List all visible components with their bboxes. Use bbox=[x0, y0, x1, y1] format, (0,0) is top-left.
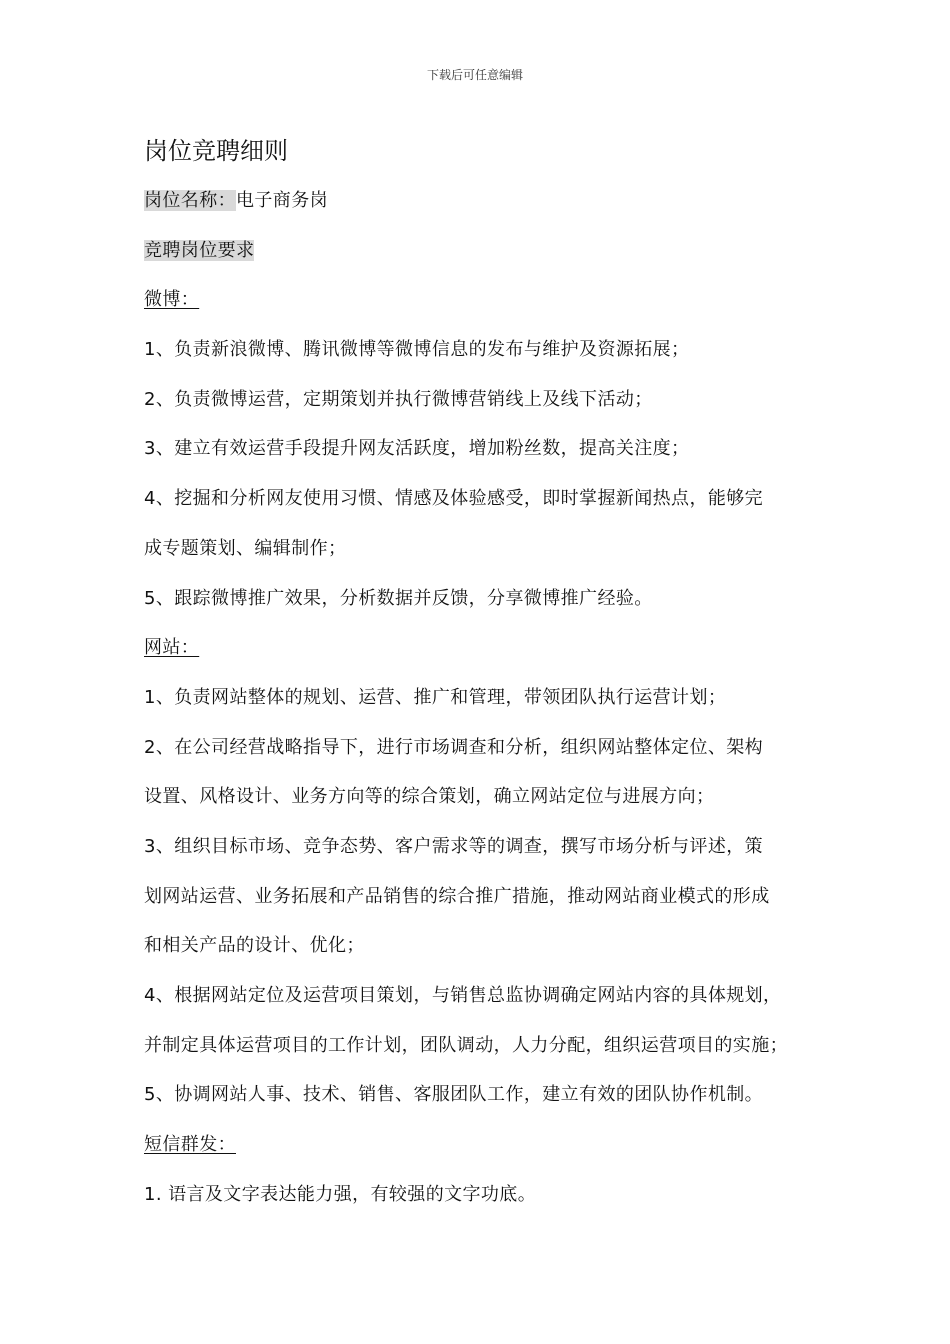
website-item: 2、在公司经营战略指导下，进行市场调查和分析，组织网站整体定位、架构 bbox=[144, 736, 764, 758]
weibo-item: 4、挖掘和分析网友使用习惯、情感及体验感受，即时掌握新闻热点，能够完 bbox=[144, 488, 764, 510]
page-header-note: 下载后可任意编辑 bbox=[426, 68, 523, 82]
website-item: 并制定具体运营项目的工作计划，团队调动，人力分配，组织运营项目的实施； bbox=[144, 1034, 788, 1056]
weibo-item: 3、建立有效运营手段提升网友活跃度，增加粉丝数，提高关注度； bbox=[144, 438, 690, 460]
weibo-heading-line bbox=[144, 275, 824, 325]
sms-item: 1. 语言及文字表达能力强，有较强的文字功底。 bbox=[144, 1183, 537, 1205]
weibo-heading: 微博： bbox=[144, 289, 200, 311]
weibo-item: 2、负责微博运营，定期策划并执行微博营销线上及线下活动； bbox=[144, 388, 653, 410]
sms-heading: 短信群发： bbox=[144, 1134, 236, 1156]
website-item: 4、根据网站定位及运营项目策划，与销售总监协调确定网站内容的具体规划， bbox=[144, 985, 782, 1006]
document-body bbox=[144, 126, 824, 1219]
weibo-item: 1、负责新浪微博、腾讯微博等微博信息的发布与维护及资源拓展； bbox=[144, 339, 690, 361]
website-heading: 网站： bbox=[144, 637, 200, 659]
website-item: 和相关产品的设计、优化； bbox=[144, 935, 365, 957]
requirements-heading: 竞聘岗位要求 bbox=[144, 239, 255, 261]
position-name-label: 岗位名称： bbox=[144, 190, 236, 211]
weibo-item: 5、跟踪微博推广效果，分析数据并反馈，分享微博推广经验。 bbox=[144, 587, 653, 609]
weibo-item: 成专题策划、编辑制作； bbox=[144, 537, 347, 559]
website-item: 3、组织目标市场、竞争态势、客户需求等的调查，撰写市场分析与评述，策 bbox=[144, 835, 764, 857]
website-item: 5、协调网站人事、技术、销售、客服团队工作，建立有效的团队协作机制。 bbox=[144, 1084, 764, 1106]
website-item: 1、负责网站整体的规划、运营、推广和管理，带领团队执行运营计划； bbox=[144, 686, 727, 708]
sms-heading-line bbox=[144, 1120, 824, 1170]
website-heading-line bbox=[144, 623, 824, 673]
website-item: 划网站运营、业务拓展和产品销售的综合推广措施，推动网站商业模式的形成 bbox=[144, 885, 770, 907]
document-title: 岗位竞聘细则 bbox=[144, 137, 288, 165]
position-name-line bbox=[144, 176, 824, 226]
position-name-value: 电子商务岗 bbox=[236, 190, 328, 211]
website-item: 设置、风格设计、业务方向等的综合策划，确立网站定位与进展方向； bbox=[144, 786, 715, 808]
requirements-heading-line bbox=[144, 226, 824, 276]
